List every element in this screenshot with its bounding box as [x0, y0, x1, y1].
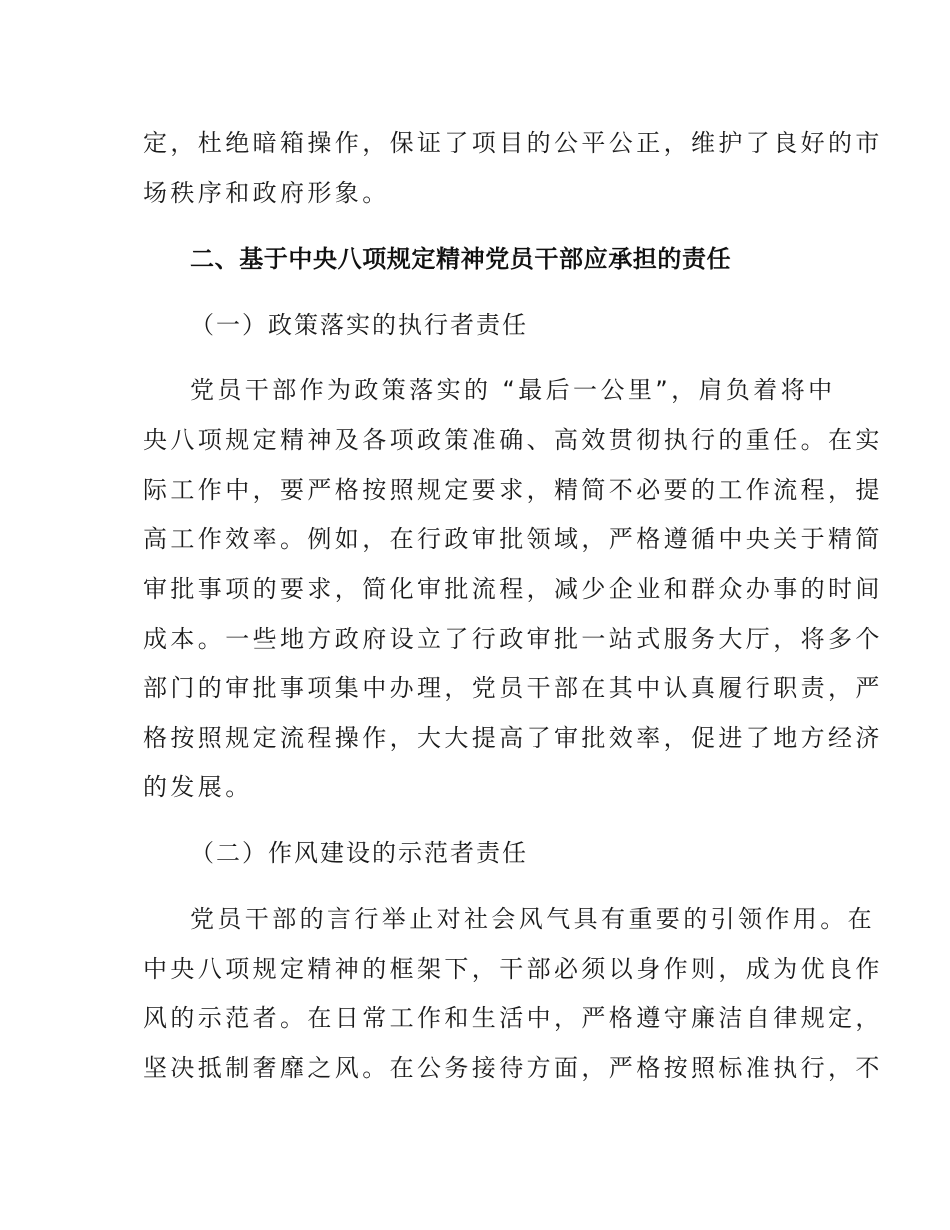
subsection-2-line-3: 风的示范者。在日常工作和生活中，严格遵守廉洁自律规定，	[143, 1004, 883, 1032]
subsection-1-line-8: 格按照规定流程操作，大大提高了审批效率，促进了地方经济	[143, 724, 883, 752]
section-heading: 二、基于中央八项规定精神党员干部应承担的责任	[190, 245, 732, 273]
subsection-2-line-1: 党员干部的言行举止对社会风气具有重要的引领作用。在	[190, 905, 875, 933]
subsection-1-line-6: 成本。一些地方政府设立了行政审批一站式服务大厅，将多个	[143, 625, 883, 653]
subsection-2-line-4: 坚决抵制奢靡之风。在公务接待方面，严格按照标准执行，不	[143, 1054, 883, 1082]
intro-line-1: 定，杜绝暗箱操作，保证了项目的公平公正，维护了良好的市	[143, 129, 883, 157]
subsection-2-line-2: 中央八项规定精神的框架下，干部必须以身作则，成为优良作	[143, 955, 883, 983]
subsection-1-line-7: 部门的审批事项集中办理，党员干部在其中认真履行职责，严	[143, 674, 883, 702]
subsection-1-line-3: 际工作中，要严格按照规定要求，精简不必要的工作流程，提	[143, 476, 883, 504]
subsection-1-line-5: 审批事项的要求，简化审批流程，减少企业和群众办事的时间	[143, 575, 883, 603]
subsection-1-line-2: 央八项规定精神及各项政策准确、高效贯彻执行的重任。在实	[143, 426, 883, 454]
subsection-1-line-4: 高工作效率。例如，在行政审批领域，严格遵循中央关于精简	[143, 525, 883, 553]
subsection-1-title: （一）政策落实的执行者责任	[190, 311, 528, 339]
intro-line-2: 场秩序和政府形象。	[143, 179, 390, 207]
subsection-2-title: （二）作风建设的示范者责任	[190, 839, 528, 867]
subsection-1-line-1: 党员干部作为政策落实的 “最后一公里”，肩负着将中	[190, 376, 836, 404]
subsection-1-line-9: 的发展。	[143, 773, 253, 801]
